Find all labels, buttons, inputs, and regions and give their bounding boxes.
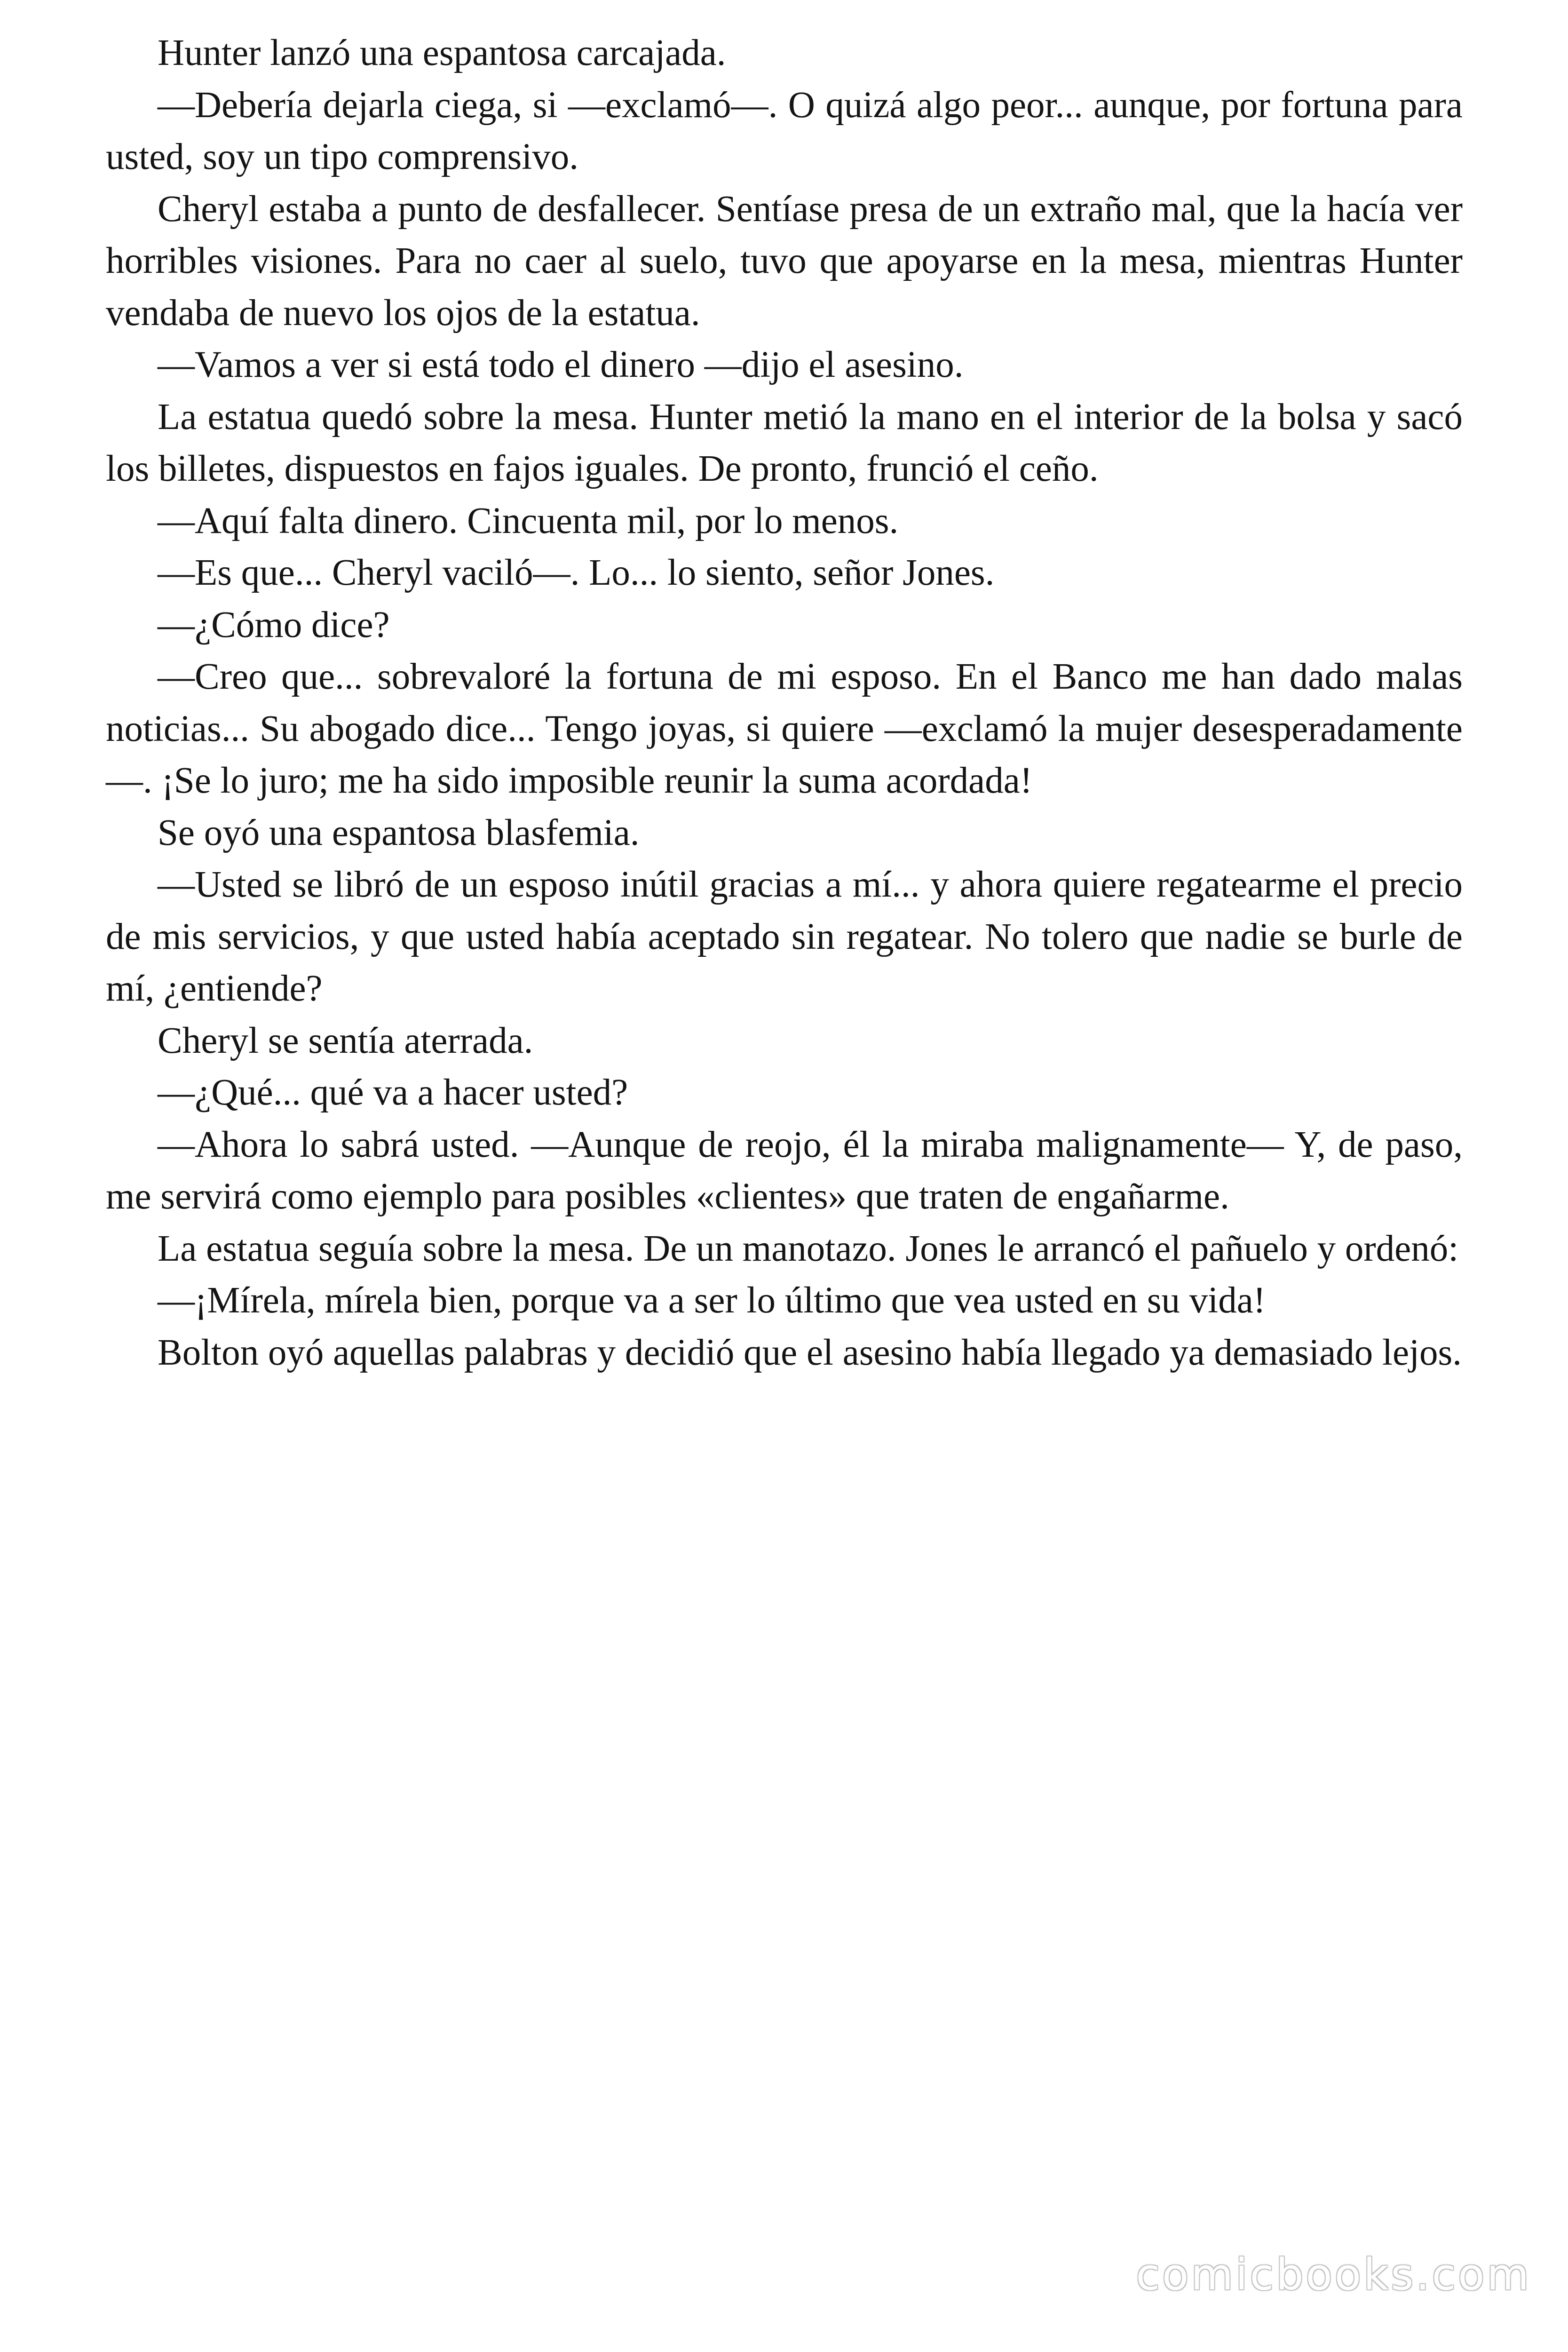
- paragraph: Cheryl estaba a punto de desfallecer. Sentíase presa de un extraño mal, que la hacía ver horribles visiones. Para no caer al suelo, tuvo que apoyarse en la mesa, mientras Hunter vendaba de nuevo los ojos de la estatua.: [106, 188, 1463, 334]
- paragraph: Se oyó una espantosa blasfemia.: [158, 812, 640, 853]
- paragraph: —Vamos a ver si está todo el dinero —dijo el asesino.: [158, 344, 964, 385]
- paragraph: La estatua quedó sobre la mesa. Hunter metió la mano en el interior de la bolsa y sacó los billetes, dispuestos en fajos iguales. De pronto, frunció el ceño.: [106, 396, 1463, 489]
- text-body: [106, 27, 1463, 1379]
- paragraph: —Debería dejarla ciega, si —exclamó—. O quizá algo peor... aunque, por fortuna para usted, soy un tipo comprensivo.: [106, 84, 1463, 177]
- paragraph: Hunter lanzó una espantosa carcajada.: [158, 32, 726, 73]
- paragraph: Cheryl se sentía aterrada.: [158, 1020, 533, 1061]
- paragraph: —Es que... Cheryl vaciló—. Lo... lo siento, señor Jones.: [158, 552, 995, 593]
- paragraph: —¡Mírela, mírela bien, porque va a ser lo último que vea usted en su vida!: [158, 1280, 1266, 1321]
- paragraph: —¿Qué... qué va a hacer usted?: [158, 1072, 628, 1113]
- paragraph: —Usted se libró de un esposo inútil gracias a mí... y ahora quiere regatearme el precio de mis servicios, y que usted había aceptado sin regatear. No tolero que nadie se burle de mí, ¿entiende?: [106, 864, 1463, 1009]
- paragraph: —¿Cómo dice?: [158, 604, 390, 645]
- paragraph: La estatua seguía sobre la mesa. De un manotazo. Jones le arrancó el pañuelo y ordenó:: [158, 1228, 1459, 1269]
- watermark: comicbooks.com: [1136, 2249, 1531, 2300]
- paragraph: —Ahora lo sabrá usted. —Aunque de reojo, él la miraba malignamente— Y, de paso, me servirá como ejemplo para posibles «clientes» que traten de engañarme.: [106, 1124, 1463, 1217]
- page-content: [106, 27, 1463, 1379]
- paragraph: Bolton oyó aquellas palabras y decidió que el asesino había llegado ya demasiado lejos.: [158, 1332, 1462, 1373]
- paragraph: —Creo que... sobrevaloré la fortuna de mi esposo. En el Banco me han dado malas noticias... Su abogado dice... Tengo joyas, si quiere —exclamó la mujer desesperadamente—. ¡Se lo juro; me ha sido imposible reunir la suma acordada!: [106, 656, 1463, 801]
- paragraph: —Aquí falta dinero. Cincuenta mil, por lo menos.: [158, 500, 899, 541]
